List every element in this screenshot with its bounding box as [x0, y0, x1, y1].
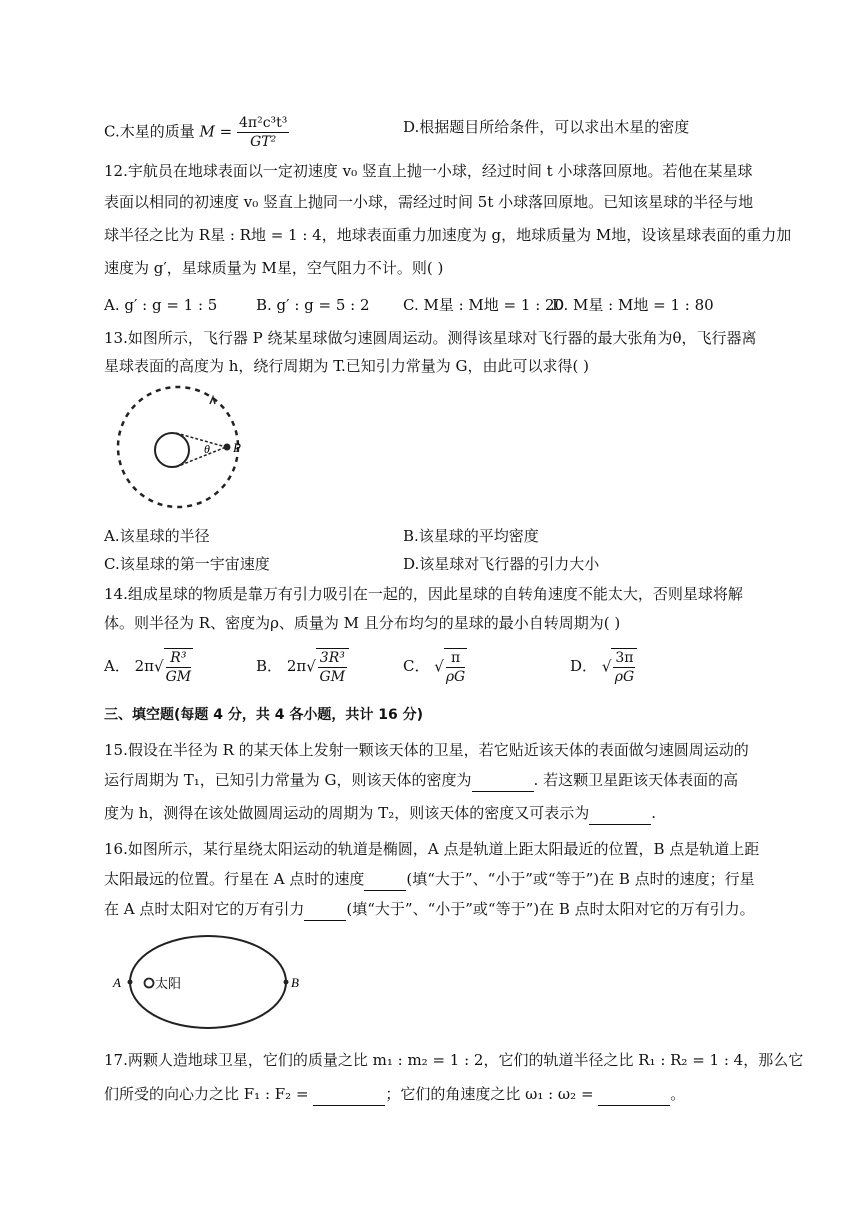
q17-line-2-text-b: ；它们的角速度之比 ω₁ : ω₂ =: [385, 1085, 594, 1103]
q16-answer-blank-2[interactable]: [304, 898, 346, 921]
q13-orbit-figure: [106, 381, 256, 513]
q14-option-c-numerator: π: [446, 649, 465, 668]
q13-tangent-line-top: [176, 433, 226, 447]
q15-line-1: 15.假设在半径为 R 的某天体上发射一颗该天体的卫星，若它贴近该天体的表面做匀速圆周运动的: [104, 741, 749, 759]
q15-answer-blank-2[interactable]: [589, 802, 651, 825]
q12-option-a: A. g′ : g = 1 : 5: [104, 296, 218, 314]
q15-line-2-text-b: . 若这颗卫星距该天体表面的高: [533, 771, 739, 789]
q14-option-a-sqrt: √ $\frac{\text{R³}}{GM}$: [154, 650, 192, 685]
q12-option-b: B. g′ : g = 5 : 2: [256, 296, 370, 314]
q11-option-c-numerator: 4π²c³t³: [238, 115, 288, 131]
q13-option-d: D.该星球对飞行器的引力大小: [403, 555, 600, 573]
q12-option-c: C. M星 : M地 = 1 : 20: [403, 296, 565, 314]
q14-option-b: [256, 648, 349, 686]
q12-line-3: 球半径之比为 R星 : R地 = 1 : 4，地球表面重力加速度为 g，地球质量为 M地，设该星球表面的重力加: [104, 226, 792, 244]
section-3-heading: 三、填空题(每题 4 分，共 4 各小题，共计 16 分): [104, 707, 424, 723]
q15-line-2-text-a: 运行周期为 T₁，已知引力常量为 G，则该天体的密度为: [104, 771, 472, 789]
q15-line-3-text-b: .: [651, 804, 656, 822]
q13-line-1: 13.如图所示，飞行器 P 绕某星球做匀速圆周运动。测得该星球对飞行器的最大张角为θ，飞行器离: [104, 329, 757, 347]
q14-option-b-coef: 2π: [286, 657, 307, 675]
q17-line-2-text-c: 。: [670, 1085, 686, 1103]
q14-option-c-label: C．: [403, 657, 430, 675]
q14-option-c-sqrt: √ $\frac{\pi}{\rho G}$: [434, 650, 466, 685]
q16-point-a-dot: [128, 980, 133, 985]
q17-answer-blank-2[interactable]: [598, 1083, 670, 1106]
q16-b-label: B: [291, 975, 299, 990]
q15-line-3-text-a: 度为 h，测得在该处做圆周运动的周期为 T₂，则该天体的密度又可表示为: [104, 804, 590, 822]
q12-option-d: D. M星 : M地 = 1 : 80: [552, 296, 714, 314]
q13-planet-circle: [155, 433, 189, 467]
q14-option-a-numerator: R³: [166, 649, 192, 668]
q13-tangent-line-bottom: [176, 447, 226, 467]
q16-line-3: [104, 898, 755, 921]
q16-line-3-text-b: (填“大于”、“小于”或“等于”)在 B 点时太阳对它的万有引力。: [346, 900, 755, 918]
q16-line-2-text-a: 太阳最远的位置。行星在 A 点时的速度: [104, 870, 365, 888]
q14-option-b-denominator: GM: [319, 669, 346, 685]
q16-line-2-text-b: (填“大于”、“小于”或“等于”)在 B 点时的速度；行星: [406, 870, 755, 888]
q13-p-label: P: [233, 440, 241, 455]
q14-option-a-coef: 2π: [134, 657, 155, 675]
q17-line-2: [104, 1083, 685, 1106]
q17-line-2-text-a: 们所受的向心力之比 F₁ : F₂ =: [104, 1085, 309, 1103]
q15-line-3: [104, 802, 656, 825]
q12-line-1: 12.宇航员在地球表面以一定初速度 v₀ 竖直上抛一小球，经过时间 t 小球落回原地。若他在某星球: [104, 162, 753, 180]
q13-option-b: B.该星球的平均密度: [403, 527, 539, 545]
q16-a-label: A: [113, 975, 121, 990]
q14-option-d-sqrt: √ $\frac{3\pi}{\rho G}$: [602, 648, 638, 686]
q14-option-a: [104, 648, 193, 686]
q13-line-2: 星球表面的高度为 h，绕行周期为 T.已知引力常量为 G，由此可以求得( ): [104, 357, 589, 375]
q11-option-c-lhs: M =: [199, 122, 233, 141]
q17-line-1: 17.两颗人造地球卫星，它们的质量之比 m₁ : m₂ = 1 : 2，它们的轨道半径之比 R₁ : R₂ = 1 : 4，那么它: [104, 1051, 804, 1069]
q11-option-c-fraction: [237, 114, 289, 151]
q14-option-d-numerator: 3π: [615, 650, 634, 666]
q14-option-a-label: A．: [104, 657, 130, 675]
q14-option-b-numerator: 3R³: [319, 650, 345, 666]
q14-option-b-label: B．: [256, 657, 283, 675]
q11-option-c-denominator: GT²: [250, 134, 277, 150]
q16-sun-icon: [145, 979, 154, 988]
q14-option-d-label: D．: [570, 657, 598, 675]
q14-option-d: [570, 648, 637, 686]
q13-theta-label: θ: [204, 442, 210, 456]
q14-option-b-sqrt: √ $\frac{\text{3R³}}{GM}$: [306, 648, 349, 686]
q15-answer-blank-1[interactable]: [472, 769, 534, 792]
q11-option-c: [104, 114, 289, 151]
q14-option-c: [403, 648, 467, 686]
q16-line-1: 16.如图所示，某行星绕太阳运动的轨道是椭圆，A 点是轨道上距太阳最近的位置，B 点是轨道上距: [104, 840, 760, 858]
q14-line-2: 体。则半径为 R、密度为ρ、质量为 M 且分布均匀的星球的最小自转周期为( ): [104, 614, 621, 632]
q16-answer-blank-1[interactable]: [364, 868, 406, 891]
q13-option-c: C.该星球的第一宇宙速度: [104, 555, 270, 573]
q16-sun-label: 太阳: [155, 977, 182, 992]
q13-satellite-dot: [224, 444, 231, 451]
q12-line-2: 表面以相同的初速度 v₀ 竖直上抛同一小球，需经过时间 5t 小球落回原地。已知该星球的半径与地: [104, 193, 754, 211]
q13-orbit-circle: [118, 387, 238, 507]
q13-option-a: A.该星球的半径: [104, 527, 210, 545]
q14-option-a-denominator: GM: [165, 669, 192, 685]
q16-point-b-dot: [284, 980, 289, 985]
q15-line-2: [104, 769, 738, 792]
q16-ellipse-orbit-figure: [108, 930, 308, 1034]
q17-answer-blank-1[interactable]: [313, 1083, 385, 1106]
q11-option-c-label: C.木星的质量: [104, 122, 195, 141]
q14-line-1: 14.组成星球的物质是靠万有引力吸引在一起的，因此星球的自转角速度不能太大，否则星球将解: [104, 585, 743, 603]
q16-line-2: [104, 868, 755, 891]
q12-line-4: 速度为 g′，星球质量为 M星，空气阻力不计。则( ): [104, 259, 444, 277]
q16-line-3-text-a: 在 A 点时太阳对它的万有引力: [104, 900, 305, 918]
q14-option-d-denominator: ρG: [614, 669, 635, 685]
q14-option-c-denominator: ρG: [445, 669, 466, 685]
q11-option-d: D.根据题目所给条件，可以求出木星的密度: [403, 118, 690, 136]
